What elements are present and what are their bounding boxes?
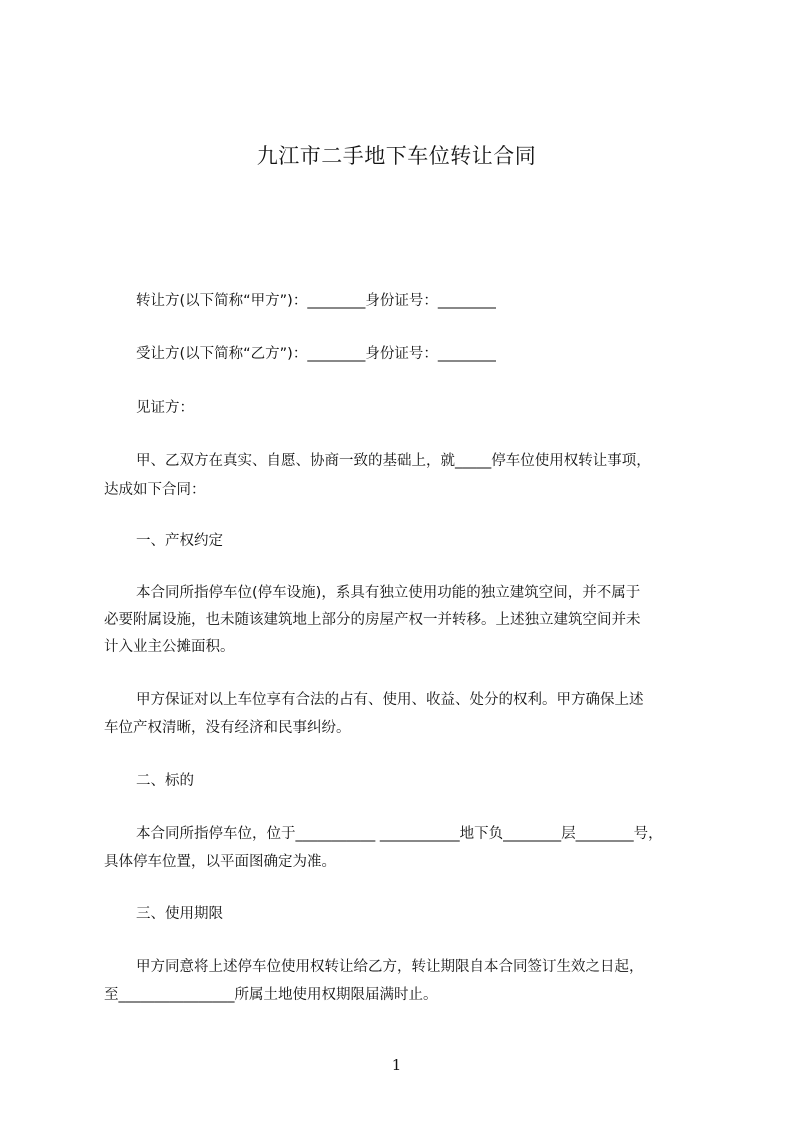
- property-para-1-line-3: 计入业主公摊面积。: [104, 639, 235, 655]
- property-para-1-line-2: 必要附属设施，也未随该建筑地上部分的房屋产权一并转移。上述独立建筑空间并未: [104, 612, 641, 628]
- section-heading-subject: 二、标的: [136, 773, 194, 789]
- preamble-line-2: 达成如下合同：: [104, 482, 206, 498]
- preamble-line-1: 甲、乙双方在真实、自愿、协商一致的基础上，就_____停车位使用权转让事项，: [136, 453, 651, 469]
- transferor-line: 转让方(以下简称“甲方”)：________身份证号：________: [136, 293, 496, 309]
- document-title: 九江市二手地下车位转让合同: [256, 144, 537, 168]
- transferee-line: 受让方(以下简称“乙方”)：________身份证号：________: [136, 346, 496, 362]
- section-heading-term: 三、使用期限: [136, 906, 223, 922]
- term-para-line-1: 甲方同意将上述停车位使用权转让给乙方，转让期限自本合同签订生效之日起，: [136, 959, 644, 975]
- section-heading-property-rights: 一、产权约定: [136, 533, 223, 549]
- property-para-2-line-2: 车位产权清晰，没有经济和民事纠纷。: [104, 720, 351, 736]
- subject-para-line-1: 本合同所指停车位，位于___________ ___________地下负________层________号，: [136, 826, 663, 842]
- term-para-line-2: 至________________所属土地使用权期限届满时止。: [104, 987, 438, 1003]
- subject-para-line-2: 具体停车位置，以平面图确定为准。: [104, 854, 336, 870]
- witness-line: 见证方：: [136, 400, 194, 416]
- property-para-2-line-1: 甲方保证对以上车位享有合法的占有、使用、收益、处分的权利。甲方确保上述: [136, 692, 644, 708]
- property-para-1-line-1: 本合同所指停车位(停车设施)，系具有独立使用功能的独立建筑空间，并不属于: [136, 585, 641, 601]
- page-number: 1: [391, 1056, 402, 1074]
